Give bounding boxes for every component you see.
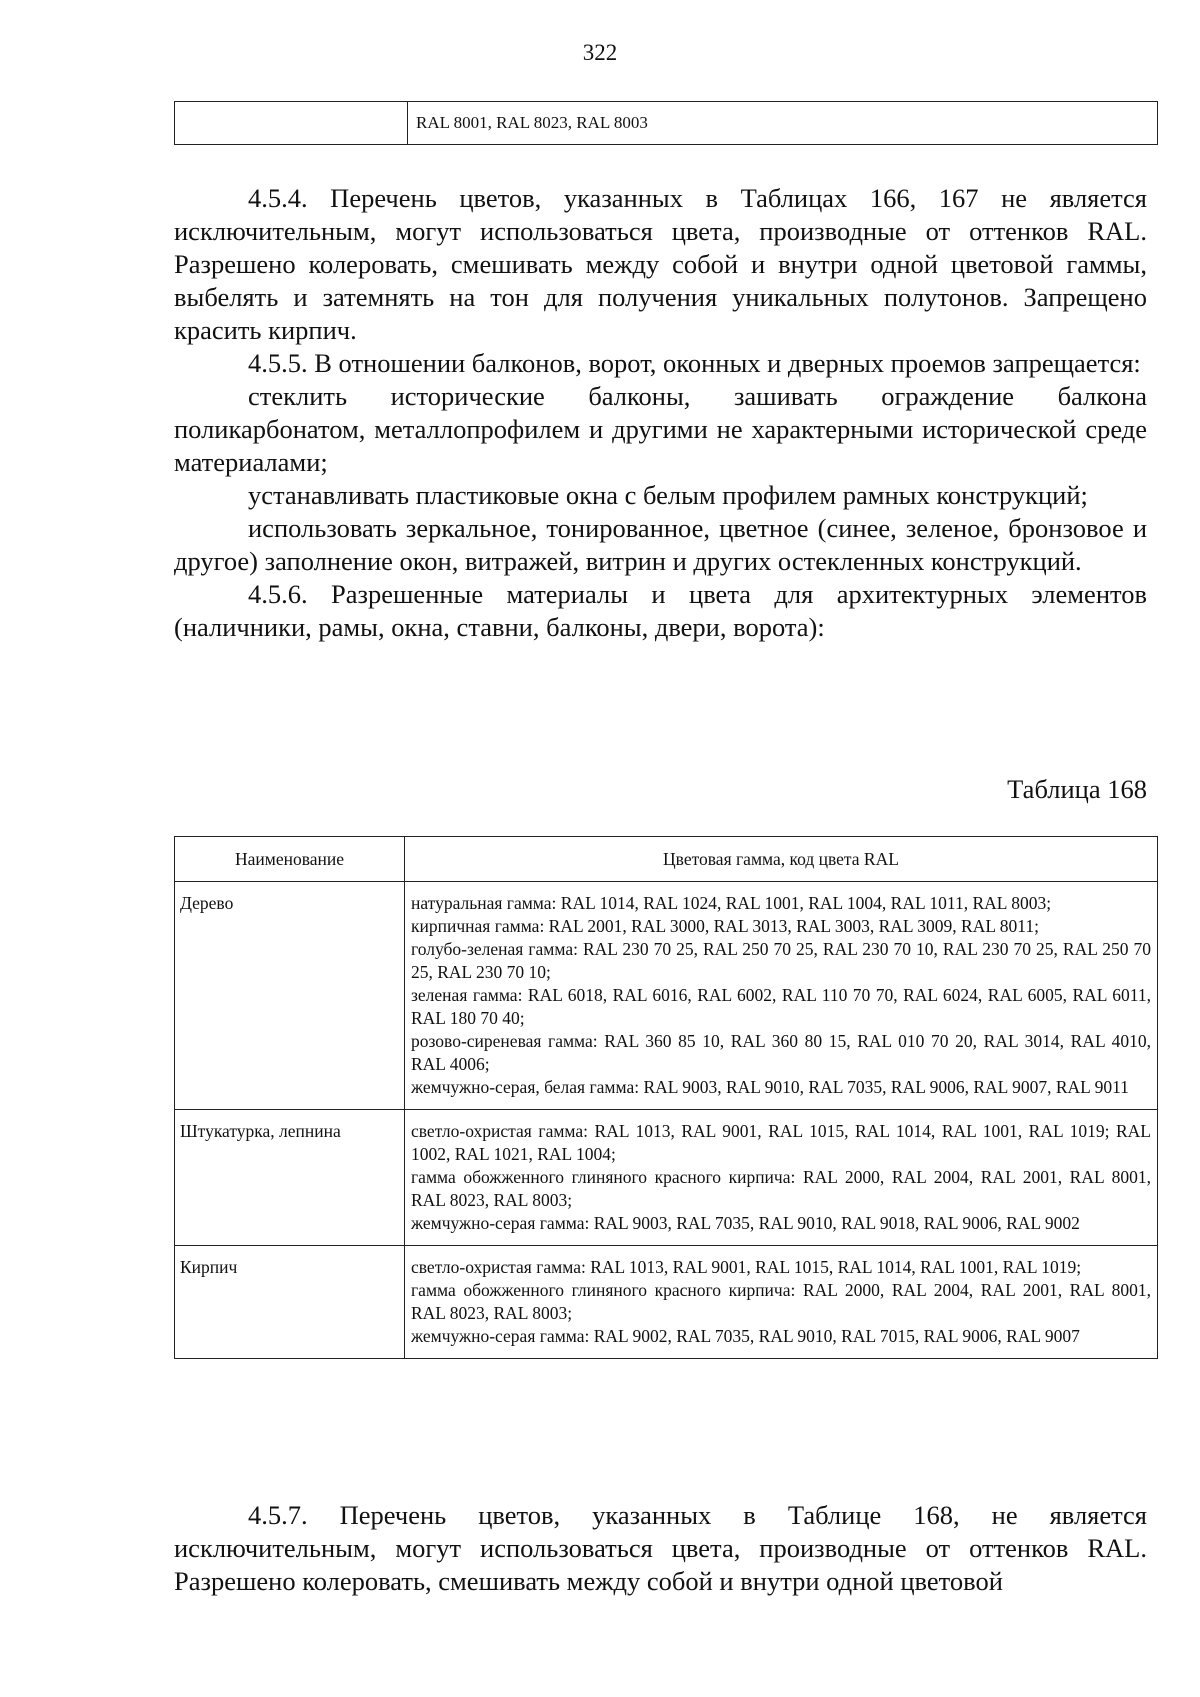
color-range-line: зеленая гамма: RAL 6018, RAL 6016, RAL 6002, RAL 110 70 70, RAL 6024, RAL 6005, RAL 6011, RAL 180 70 40; [411, 985, 1151, 1028]
table-header-row [175, 837, 1158, 882]
row-colors [405, 1110, 1158, 1246]
color-range-line: жемчужно-серая гамма: RAL 9002, RAL 7035, RAL 9010, RAL 7015, RAL 9006, RAL 9007 [411, 1326, 1080, 1346]
paragraph: 4.5.6. Разрешенные материалы и цвета для архитектурных элементов (наличники, рамы, окна, ставни, балконы, двери, ворота): [174, 579, 1147, 642]
table-caption: Таблица 168 [1007, 774, 1147, 804]
body-text-section [174, 182, 1147, 644]
paragraph: 4.5.7. Перечень цветов, указанных в Таблице 168, не является исключительным, могут использоваться цвета, производные от оттенков RAL. Разрешено колеровать, смешивать между собой и внутри одной цветовой [174, 1500, 1147, 1596]
color-range-line: гамма обожженного глиняного красного кирпича: RAL 2000, RAL 2004, RAL 2001, RAL 8001, RAL 8023, RAL 8003; [411, 1167, 1151, 1210]
table-cell [175, 102, 408, 145]
row-name: Кирпич [175, 1246, 405, 1359]
paragraph: стеклить исторические балконы, зашивать ограждение балкона поликарбонатом, металлопрофилем и другими не характерными исторической среде материалами; [174, 381, 1147, 477]
paragraph: использовать зеркальное, тонированное, цветное (синее, зеленое, бронзовое и другое) заполнение окон, витражей, витрин и других остекленных конструкций. [174, 513, 1147, 576]
row-colors [405, 882, 1158, 1110]
column-header-colors: Цветовая гамма, код цвета RAL [405, 837, 1158, 882]
table-row [175, 882, 1158, 1110]
color-range-line: гамма обожженного глиняного красного кирпича: RAL 2000, RAL 2004, RAL 2001, RAL 8001, RAL 8023, RAL 8003; [411, 1280, 1151, 1323]
table-row [175, 102, 1158, 145]
color-range-line: голубо-зеленая гамма: RAL 230 70 25, RAL 250 70 25, RAL 230 70 10, RAL 230 70 25, RAL 250 70 25, RAL 230 70 10; [411, 939, 1151, 982]
page-number: 322 [582, 40, 618, 65]
column-header-name: Наименование [175, 837, 405, 882]
row-colors [405, 1246, 1158, 1359]
color-range-line: натуральная гамма: RAL 1014, RAL 1024, RAL 1001, RAL 1004, RAL 1011, RAL 8003; [411, 893, 1052, 913]
paragraph: устанавливать пластиковые окна с белым профилем рамных конструкций; [248, 480, 1088, 510]
table-row [175, 1246, 1158, 1359]
color-range-line: розово-сиреневая гамма: RAL 360 85 10, RAL 360 80 15, RAL 010 70 20, RAL 3014, RAL 4010, RAL 4006; [411, 1031, 1151, 1074]
color-range-line: светло-охристая гамма: RAL 1013, RAL 9001, RAL 1015, RAL 1014, RAL 1001, RAL 1019; RAL 1002, RAL 1021, RAL 1004; [411, 1121, 1151, 1164]
color-range-line: жемчужно-серая гамма: RAL 9003, RAL 7035, RAL 9010, RAL 9018, RAL 9006, RAL 9002 [411, 1213, 1080, 1233]
color-table [174, 836, 1158, 1359]
color-range-line: жемчужно-серая, белая гамма: RAL 9003, RAL 9010, RAL 7035, RAL 9006, RAL 9007, RAL 9011 [411, 1077, 1129, 1097]
color-range-line: кирпичная гамма: RAL 2001, RAL 3000, RAL 3013, RAL 3003, RAL 3009, RAL 8011; [411, 916, 1040, 936]
color-range-line: светло-охристая гамма: RAL 1013, RAL 9001, RAL 1015, RAL 1014, RAL 1001, RAL 1019; [411, 1257, 1082, 1277]
continued-table [174, 101, 1158, 145]
row-name: Штукатурка, лепнина [175, 1110, 405, 1246]
paragraph: 4.5.4. Перечень цветов, указанных в Таблицах 166, 167 не является исключительным, могут использоваться цвета, производные от оттенков RAL. Разрешено колеровать, смешивать между собой и внутри одной цветовой гаммы, выбелять и затемнять на тон для получения уникальных полутонов. Запрещено красить кирпич. [174, 183, 1147, 345]
body-text-section-2 [174, 1499, 1147, 1598]
row-name: Дерево [175, 882, 405, 1110]
table-cell: RAL 8001, RAL 8023, RAL 8003 [408, 102, 1158, 145]
paragraph: 4.5.5. В отношении балконов, ворот, оконных и дверных проемов запрещается: [248, 348, 1141, 378]
table-row [175, 1110, 1158, 1246]
